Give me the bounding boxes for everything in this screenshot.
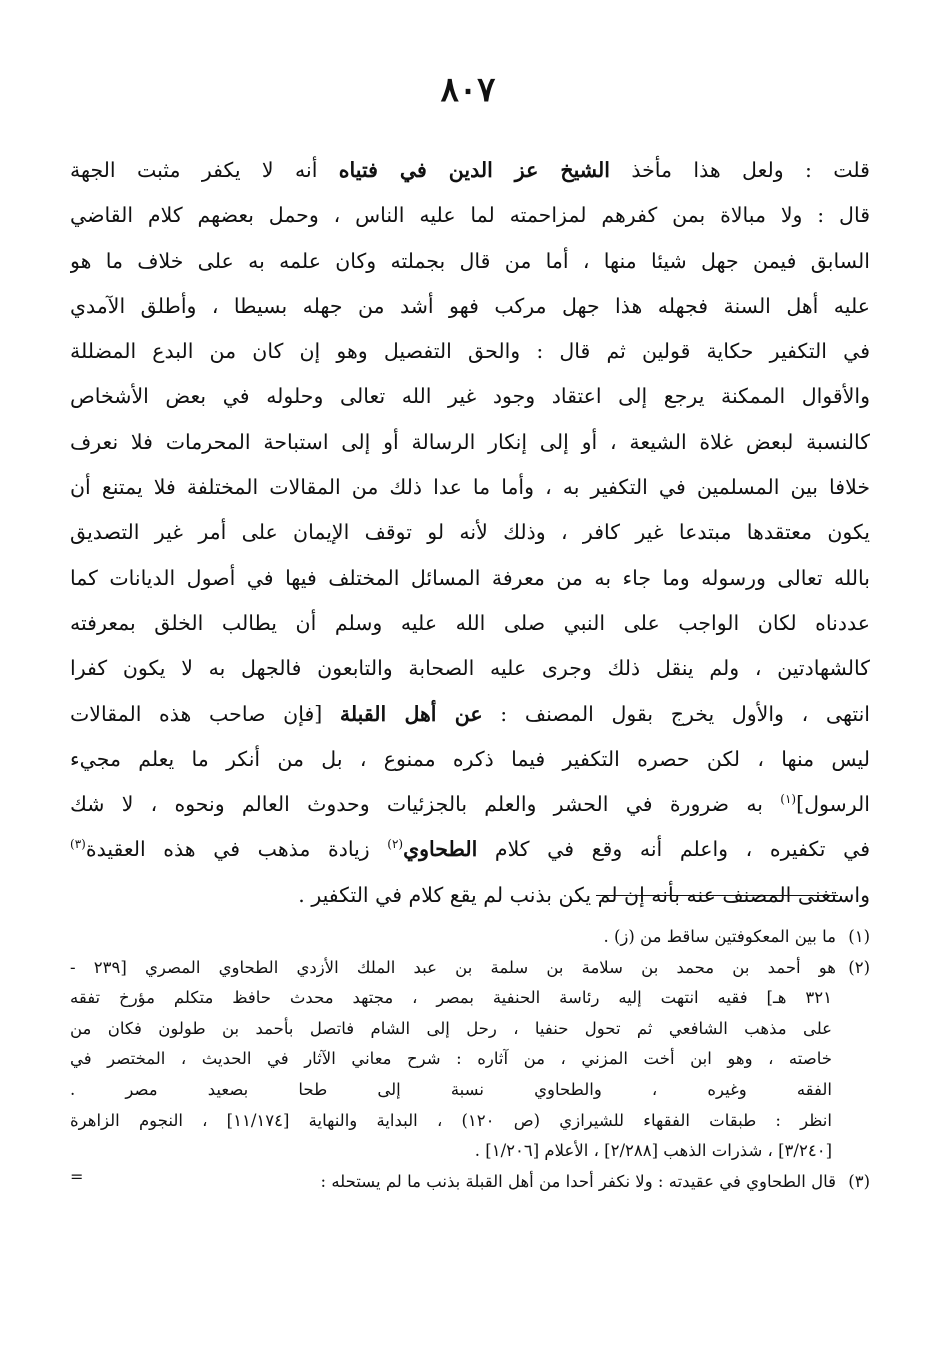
bold-term: عن أهل القبلة	[339, 701, 483, 726]
footnote-text: هو أحمد بن محمد بن سلامة بن سلمة بن عبد الملك الأزدي الطحاوي المصري [٢٣٩ -	[70, 957, 836, 977]
text-run: في تكفيره ، واعلم أنه وقع في كلام	[477, 837, 870, 862]
footnote	[70, 953, 870, 1167]
footnote	[70, 1167, 870, 1198]
text-line	[70, 465, 870, 510]
text-line	[70, 646, 870, 691]
footnote-line	[70, 922, 870, 953]
footnote-text: قال الطحاوي في عقيدته : ولا نكفر أحدا من أهل القبلة بذنب ما لم يستحله :	[320, 1171, 836, 1191]
text-line	[70, 556, 870, 601]
footnote-separator	[596, 895, 838, 896]
text-run: به ضرورة في الحشر والعلم بالجزئيات وحدوث العالم ونحوه ، لا شك	[70, 792, 781, 817]
text-run: يكون معتقدها مبتدعا غير كافر ، وذلك لأنه لو توقف الإيمان على أمر غير التصديق	[70, 520, 870, 545]
text-line	[70, 510, 870, 555]
footnote-text: ٣٢١ هـ] فقيه انتهت إليه رئاسة الحنفية بمصر ، مجتهد محدث حافظ متكلم مؤرخ تفقه	[70, 988, 832, 1008]
footnote-line	[70, 953, 870, 984]
footnote-line	[70, 1167, 870, 1198]
text-line	[70, 737, 870, 782]
text-run: في التكفير حكاية قولين ثم قال : والحق التفصيل وهو إن كان من البدع المضللة	[70, 339, 870, 364]
footnote-text: انظر : طبقات الفقهاء للشيرازي (ص ١٢٠) ، البداية والنهاية [١١/١٧٤] ، النجوم الزاهرة	[70, 1110, 832, 1130]
footnote-text: [٣/٢٤٠] ، شذرات الذهب [٢/٢٨٨] ، الأعلام [١/٢٠٦] .	[474, 1141, 832, 1161]
text-run: الرسول]	[796, 792, 870, 817]
text-run: [فإن صاحب هذه المقالات	[70, 701, 340, 726]
text-run: كالشهادتين ، ولم ينقل ذلك وجرى عليه الصحابة والتابعون فالجهل به لا يكون كفرا	[70, 656, 870, 681]
text-run: بالله تعالى ورسوله وما جاء به من معرفة المسائل المختلف فيها في أصول الديانات كما	[70, 565, 870, 590]
text-run: السابق فيمن جهل شيئا منها ، أما من قال بجملته وكان علمه به على خلاف ما هو	[70, 248, 870, 273]
footnote-line	[70, 1014, 870, 1045]
text-line	[70, 374, 870, 419]
text-run: قال : ولا مبالاة بمن كفرهم لمزاحمته لما عليه الناس ، وحمل بعضهم كلام القاضي	[70, 203, 870, 228]
text-line	[70, 692, 870, 737]
text-run: ليس منها ، لكن حصره التكفير فيما ذكره ممنوع ، بل من أنكر ما يعلم مجيء	[70, 746, 870, 771]
text-line	[70, 420, 870, 465]
text-line	[70, 284, 870, 329]
footnote-text: خاصته ، وهو ابن أخت المزني ، من آثاره : شرح معاني الآثار في الحديث ، المختصر في	[70, 1049, 832, 1069]
page-number: ٨٠٧	[440, 70, 496, 110]
footnote-text: على مذهب الشافعي ثم تحول حنفيا ، رحل إلى الشام فاتصل بأحمد بن طولون فكان من	[70, 1018, 832, 1038]
footnote-line	[70, 1136, 870, 1167]
text-line	[70, 782, 870, 827]
text-run: زيادة مذهب في هذه العقيدة	[85, 837, 388, 862]
footnote-marker: (٣)	[70, 837, 86, 852]
footnote-marker: (١)	[780, 792, 797, 807]
text-run: كالنسبة لبعض غلاة الشيعة ، أو إلى إنكار الرسالة أو إلى استباحة المحرمات فلا نعرف	[70, 429, 870, 454]
footnote-line	[70, 1044, 870, 1075]
footnote-line	[70, 1075, 870, 1106]
text-line	[70, 239, 870, 284]
bold-term: الشيخ عز الدين في فتياه	[338, 158, 610, 182]
footnote	[70, 922, 870, 953]
text-run: عليه أهل السنة فجهله هذا جهل مركب فهو أشد من جهله بسيطا ، وأطلق الآمدي	[70, 293, 870, 318]
footnote-line	[70, 983, 870, 1014]
text-run: والأقوال الممكنة يرجع إلى اعتقاد وجود غير الله تعالى وحلوله في بعض الأشخاص	[70, 384, 870, 409]
text-line	[70, 827, 870, 872]
text-run: عددناه لكان الواجب على النبي صلى الله عليه وسلم أن يطالب الخلق بمعرفته	[70, 610, 870, 635]
bold-term: الطحاوي	[403, 837, 478, 862]
main-text	[70, 148, 870, 918]
footnote-text: ما بين المعكوفتين ساقط من (ز) .	[603, 927, 836, 946]
text-line	[70, 148, 870, 193]
footnote-number: (١)	[848, 927, 870, 946]
continuation-mark: =	[70, 1166, 84, 1186]
text-run: انتهى ، والأول يخرج بقول المصنف :	[482, 701, 870, 726]
text-run: واستغنى المصنف عنه بأنه إن لم يكن بذنب لم يقع كلام في التكفير .	[298, 882, 870, 907]
footnote-number: (٣)	[848, 1171, 870, 1191]
text-line	[70, 601, 870, 646]
text-run: أنه لا يكفر مثبت الجهة	[70, 158, 339, 182]
text-run: قلت : ولعل هذا مأخذ	[610, 158, 870, 182]
footnote-line	[70, 1106, 870, 1137]
footnote-marker: (٢)	[387, 837, 404, 852]
text-line	[70, 329, 870, 374]
footnotes	[70, 922, 870, 1197]
text-run: خلافا بين المسلمين في التكفير به ، وأما ما عدا ذلك من المقالات المختلفة فلا يمتنع أن	[70, 475, 870, 500]
footnote-text: الفقه وغيره ، والطحاوي نسبة إلى طحا بصعيد مصر .	[70, 1079, 832, 1099]
footnote-number: (٢)	[848, 957, 870, 977]
text-line	[70, 193, 870, 238]
